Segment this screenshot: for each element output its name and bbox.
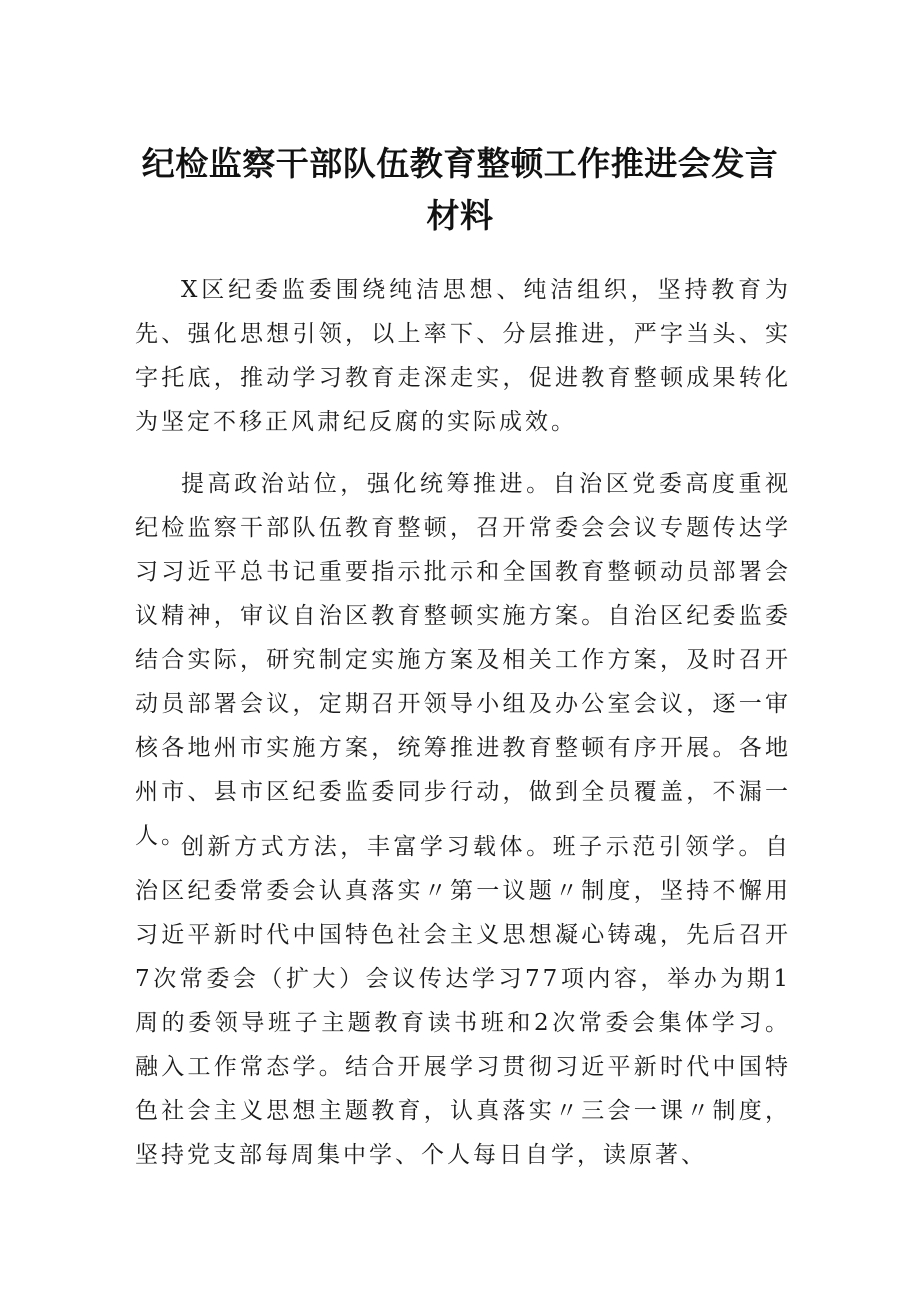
paragraph-intro: X区纪委监委围绕纯洁思想、纯洁组织，坚持教育为先、强化思想引领，以上率下、分层推进，严字当头、实字托底，推动学习教育走深走实，促进教育整顿成果转化为坚定不移正风肃纪反腐的实际成效。: [135, 277, 791, 435]
paragraph-political-stance: 提高政治站位，强化统筹推进。自治区党委高度重视纪检监察干部队伍教育整顿，召开常委会会议专题传达学习习近平总书记重要指示批示和全国教育整顿动员部署会议精神，审议自治区教育整顿实施方案。自治区纪委监委结合实际，研究制定实施方案及相关工作方案，及时召开动员部署会议，定期召开领导小组及办公室会议，逐一审核各地州市实施方案，统筹推进教育整顿有序开展。各地州市、县市区纪委监委同步行动，做到全员覆盖，不漏一人。: [135, 471, 791, 849]
document-title-line-1: 纪检监察干部队伍教育整顿工作推进会发言: [141, 144, 779, 183]
document-title-line-2: 材料: [426, 196, 494, 235]
paragraph-study-methods: 创新方式方法，丰富学习载体。班子示范引领学。自治区纪委常委会认真落实〃第一议题〃制度，坚持不懈用习近平新时代中国特色社会主义思想凝心铸魂，先后召开7次常委会（扩大）会议传达学习77项内容，举办为期1周的委领导班子主题教育读书班和2次常委会集体学习。融入工作常态学。结合开展学习贯彻习近平新时代中国特色社会主义思想主题教育，认真落实〃三会一课〃制度，坚持党支部每周集中学、个人每日自学，读原著、: [135, 834, 791, 1168]
